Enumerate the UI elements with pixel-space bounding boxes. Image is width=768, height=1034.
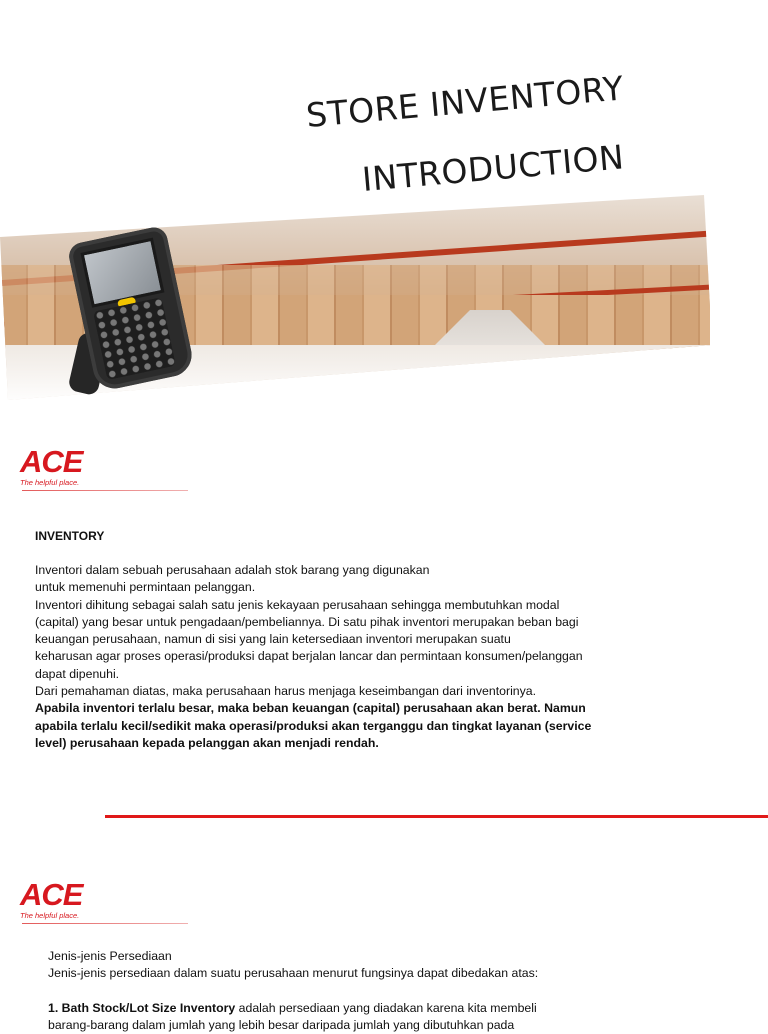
paragraph-line: untuk memenuhi permintaan pelanggan.: [35, 580, 256, 595]
ace-logo-tagline: The helpful place.: [20, 911, 80, 920]
list-item-1-text: adalah persediaan yang diadakan karena kita membeli: [235, 1000, 537, 1015]
paragraph-line: Inventori dalam sebuah perusahaan adalah stok barang yang digunakan: [35, 563, 430, 577]
ace-logo-tagline: The helpful place.: [20, 478, 80, 487]
paragraph-line: Jenis-jenis persediaan dalam suatu perusahaan menurut fungsinya dapat dibedakan atas:: [48, 966, 539, 981]
page-title-line-2: INTRODUCTION: [360, 137, 626, 199]
ace-logo: [20, 879, 115, 920]
section-heading-jenis: Jenis-jenis Persediaan: [48, 949, 172, 963]
paragraph-bold-line: apabila terlalu kecil/sedikit maka operasi/produksi akan terganggu dan tingkat layanan (service: [35, 718, 592, 733]
paragraph-line: Dari pemahaman diatas, maka perusahaan harus menjaga keseimbangan dari inventorinya.: [35, 684, 537, 699]
paragraph-line: Inventori dihitung sebagai salah satu jenis kekayaan perusahaan sehingga membutuhkan modal: [35, 597, 560, 612]
paragraph-line: keharusan agar proses operasi/produksi dapat berjalan lancar dan permintaan konsumen/pelanggan: [35, 649, 583, 664]
list-item-1-term: 1. Bath Stock/Lot Size Inventory: [48, 1000, 236, 1015]
paragraph-line: (capital) yang besar untuk pengadaan/pembeliannya. Di satu pihak inventori merupakan beban bagi: [35, 614, 579, 629]
paragraph-line: dapat dipenuhi.: [35, 666, 120, 681]
section-divider: [105, 815, 768, 818]
paragraph-bold-line: Apabila inventori terlalu besar, maka beban keuangan (capital) perusahaan akan berat. Namun: [35, 701, 586, 716]
ace-logo: [20, 446, 115, 487]
page-title-line-1: STORE INVENTORY: [304, 68, 626, 135]
logo-underline: [22, 490, 188, 491]
ace-logo-word: ACE: [20, 877, 83, 912]
paragraph-line: keuangan perusahaan, namun di sisi yang lain ketersediaan inventori merupakan suatu: [35, 632, 511, 647]
list-item-1: [48, 1000, 538, 1017]
ace-logo-word: ACE: [20, 444, 83, 479]
paragraph-bold-line: level) perusahaan kepada pelanggan akan menjadi rendah.: [35, 735, 379, 750]
inventory-paragraph: [35, 562, 591, 752]
paragraph-line: barang-barang dalam jumlah yang lebih besar daripada jumlah yang dibutuhkan pada: [48, 1017, 515, 1032]
jenis-persediaan-paragraph: [48, 948, 538, 1034]
logo-underline: [22, 923, 188, 924]
section-heading-inventory: INVENTORY: [35, 529, 105, 543]
